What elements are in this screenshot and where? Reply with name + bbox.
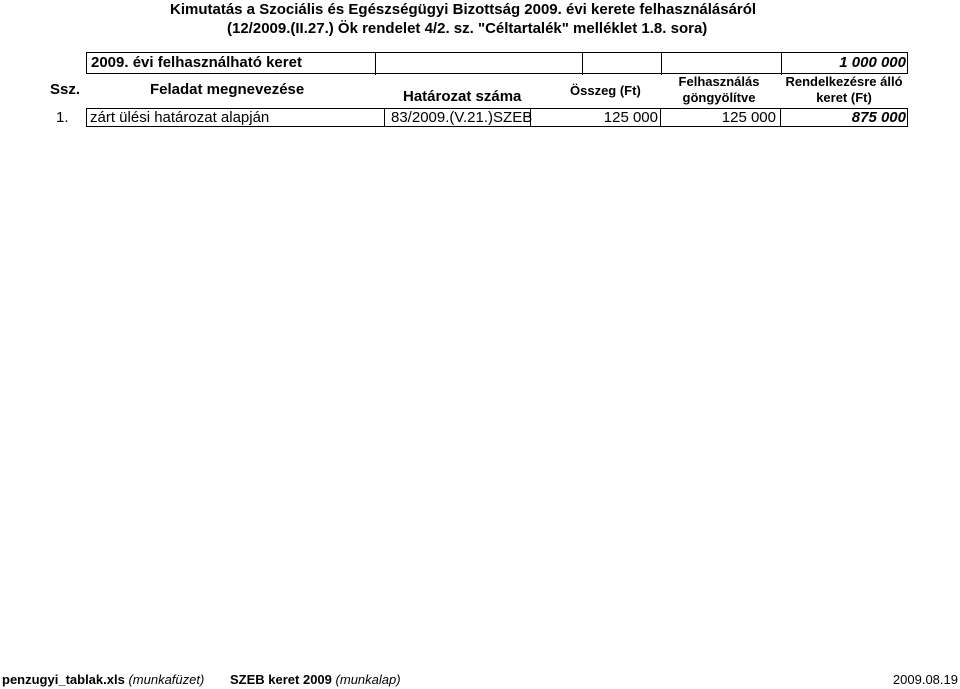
header-ssz: Ssz. (50, 81, 81, 98)
header-felhasznalas-line1: Felhasználás (678, 74, 760, 89)
row-divider (86, 109, 87, 126)
title-line-1: Kimutatás a Szociális és Egészségügyi Bizottság 2009. évi kerete felhasználásáról (170, 1, 757, 18)
header-rendelkezes-line2: keret (Ft) (816, 90, 872, 105)
budget-table (0, 52, 960, 132)
header-feladat: Feladat megnevezése (150, 81, 305, 98)
header-felhasznalas-line2: göngyölítve (682, 90, 756, 105)
band-divider (582, 53, 583, 75)
footer-sheet-note: (munkalap) (335, 672, 401, 687)
footer-file-note: (munkafüzet) (128, 672, 205, 687)
footer-sheet-name: SZEB keret 2009 (230, 672, 332, 687)
header-rendelkezes-line1: Rendelkezésre álló (785, 74, 903, 89)
row-hatarozat: 83/2009.(V.21.)SZEB (391, 109, 533, 126)
band-divider (375, 53, 376, 75)
footer-file (2, 672, 204, 688)
budget-label: 2009. évi felhasználható keret (91, 54, 302, 71)
title-line-2: (12/2009.(II.27.) Ök rendelet 4/2. sz. "Céltartalék" melléklet 1.8. sora) (227, 20, 708, 37)
budget-total: 1 000 000 (839, 54, 906, 71)
row-divider (384, 109, 385, 126)
header-osszeg: Összeg (Ft) (570, 83, 641, 98)
header-hatarozat: Határozat száma (403, 88, 522, 105)
row-ssz: 1. (56, 109, 69, 126)
footer-file-name: penzugyi_tablak.xls (2, 672, 125, 687)
band-divider (781, 53, 782, 75)
row-rendelkezes: 875 000 (851, 109, 906, 126)
footer-sheet (230, 672, 401, 688)
band-divider (661, 53, 662, 75)
row-feladat: zárt ülési határozat alapján (90, 109, 270, 126)
footer-date: 2009.08.19 (892, 672, 958, 687)
row-felhasznalas: 125 000 (721, 109, 776, 126)
row-osszeg: 125 000 (603, 109, 658, 126)
